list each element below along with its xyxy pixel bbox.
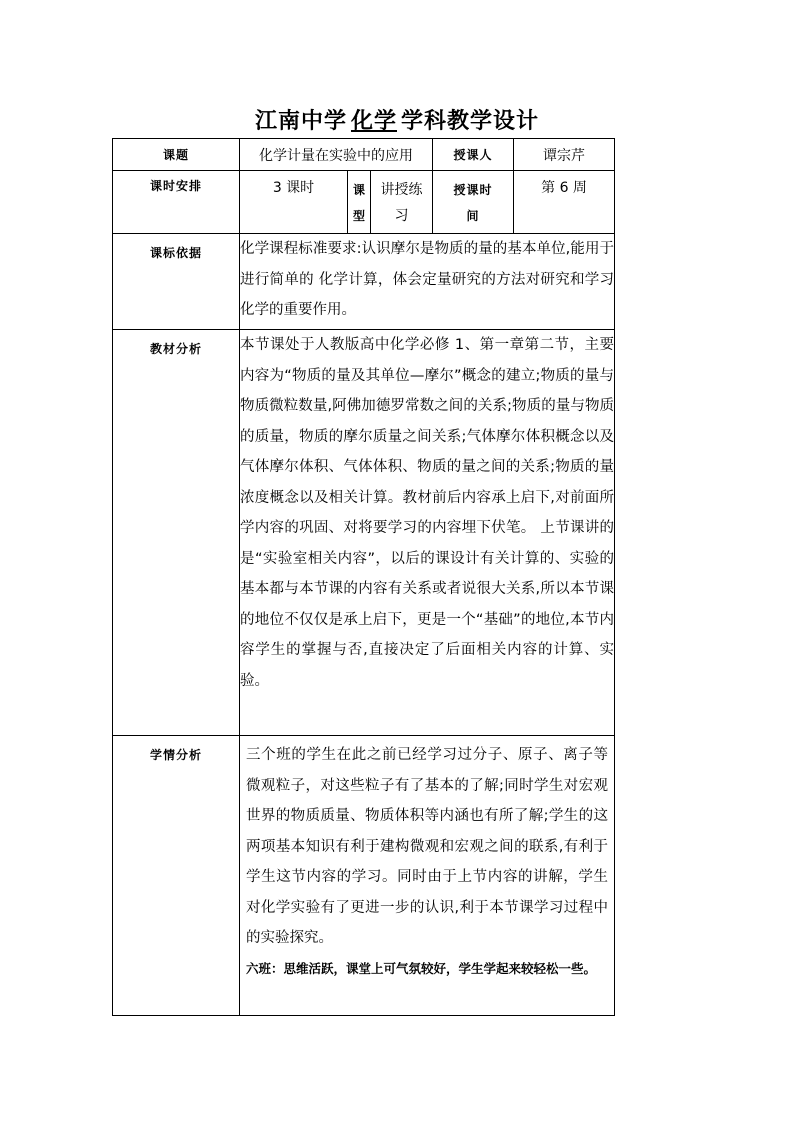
type-value-line2: 习 xyxy=(394,208,409,224)
type-label-line2: 型 xyxy=(352,209,365,223)
teacher-label: 授课人 xyxy=(433,139,514,171)
title-suffix: 学科教学设计 xyxy=(401,108,540,134)
textbook-row xyxy=(113,330,615,736)
curriculum-label: 课标依据 xyxy=(113,234,240,330)
lesson-plan-table xyxy=(112,138,615,1016)
title-prefix: 江南中学 xyxy=(254,108,347,134)
time-label xyxy=(433,171,514,234)
students-label: 学情分析 xyxy=(113,736,240,1016)
teacher-value: 谭宗芹 xyxy=(514,139,615,171)
curriculum-row xyxy=(113,234,615,330)
type-label xyxy=(348,171,371,234)
students-row xyxy=(113,736,615,1016)
textbook-label: 教材分析 xyxy=(113,330,240,736)
schedule-label: 课时安排 xyxy=(113,171,240,234)
textbook-text: 本节课处于人教版高中化学必修 1、第一章第二节，主要内容为“物质的量及其单位—摩尔”概念的建立;物质的量与物质微粒数量,阿佛加德罗常数之间的关系;物质的量与物质的质量，物质的摩尔质量之间关系;气体摩尔体积概念以及气体摩尔体积、气体体积、物质的量之间的关系;物质的量浓度概念以及相关计算。教材前后内容承上启下,对前面所学内容的巩固、对将要学习的内容埋下伏笔。 上节课讲的是“实验室相关内容”，以后的课设计有关计算的、实验的基本都与本节课的内容有关系或者说很大关系,所以本节课的地位不仅仅是承上启下，更是一个“基础”的地位,本节内容学生的掌握与否,直接决定了后面相关内容的计算、实验。 xyxy=(240,330,615,736)
type-value xyxy=(371,171,433,234)
topic-value: 化学计量在实验中的应用 xyxy=(240,139,433,171)
type-label-line1: 课 xyxy=(352,183,365,197)
topic-label: 课题 xyxy=(113,139,240,171)
title-subject: 化学 xyxy=(350,108,397,134)
students-text: 三个班的学生在此之前已经学习过分子、原子、离子等微观粒子，对这些粒子有了基本的了解;同时学生对宏观世界的物质质量、物质体积等内涵也有所了解;学生的这两项基本知识有利于建构微观和宏观之间的联系,有利于学生这节内容的学习。同时由于上节内容的讲解，学生对化学实验有了更进一步的认识,利于本节课学习过程中的实验探究。 xyxy=(246,747,609,946)
curriculum-text: 化学课程标准要求:认识摩尔是物质的量的基本单位,能用于进行简单的 化学计算，体会定量研究的方法对研究和学习化学的重要作用。 xyxy=(240,234,615,330)
time-label-line1: 授课时 xyxy=(453,183,493,197)
type-value-line1: 讲授练 xyxy=(380,182,423,198)
hours-value: 3 课时 xyxy=(240,171,348,234)
time-label-line2: 间 xyxy=(466,209,480,223)
class-six-note: 六班：思维活跃，课堂上可气氛较好，学生学起来较轻松一些。 xyxy=(246,960,597,976)
students-cell xyxy=(240,736,615,1016)
page-title xyxy=(0,104,794,135)
week-value: 第 6 周 xyxy=(514,171,615,234)
topic-row xyxy=(113,139,615,171)
schedule-row xyxy=(113,171,615,234)
